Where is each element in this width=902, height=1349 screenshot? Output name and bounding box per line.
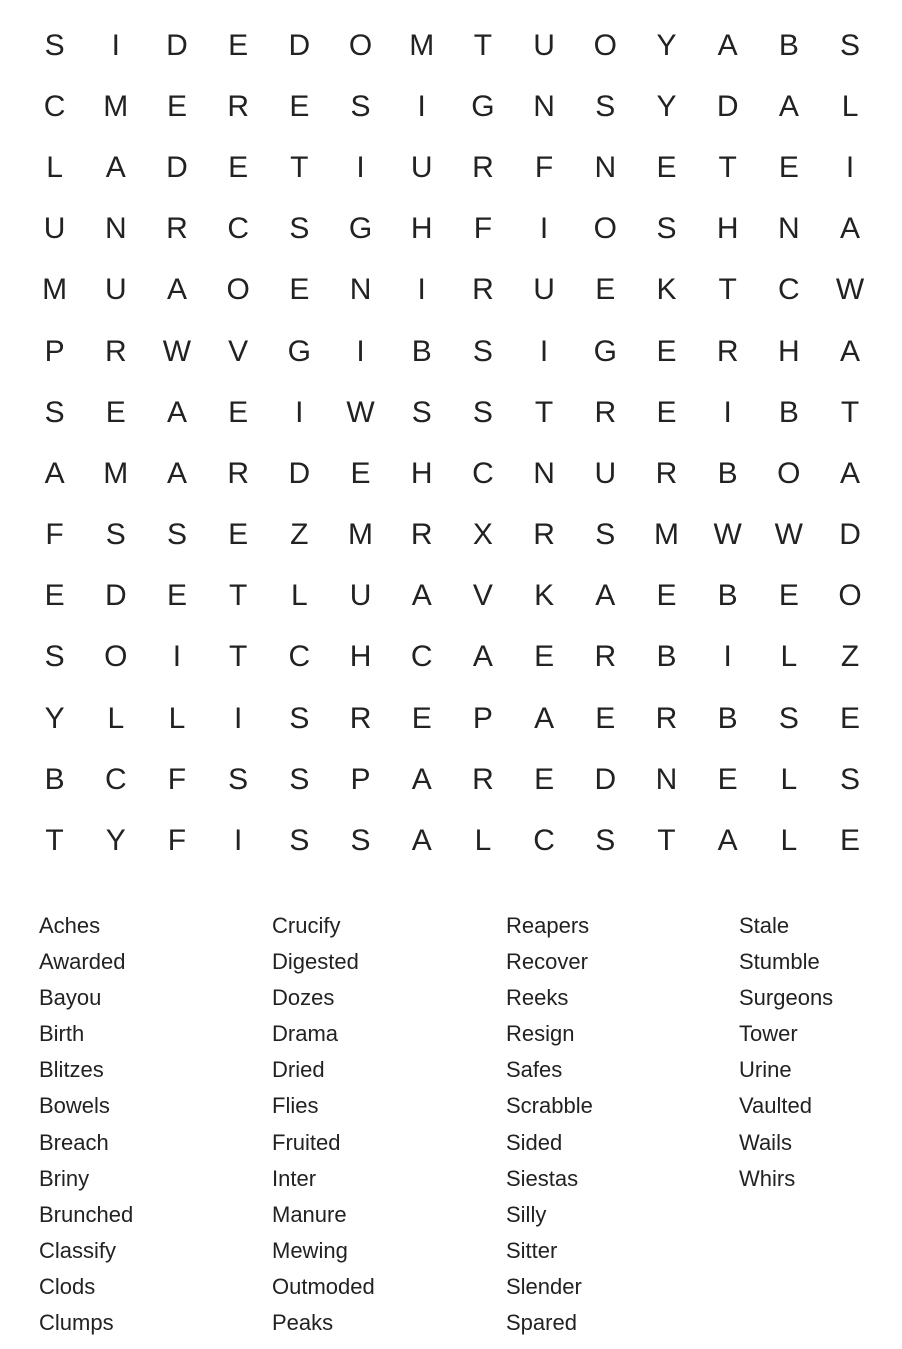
grid-cell[interactable]: R (227, 89, 249, 123)
grid-cell[interactable]: E (840, 824, 861, 858)
word-list-item: Aches (39, 913, 101, 938)
word-list-column (39, 908, 272, 1341)
grid-cell[interactable]: B (717, 456, 738, 490)
word-list (39, 908, 889, 1341)
grid-cell[interactable]: W (162, 334, 192, 368)
grid-cell[interactable]: A (595, 579, 616, 613)
grid-cell[interactable]: E (534, 640, 555, 674)
grid-cell[interactable]: O (838, 579, 862, 613)
grid-cell[interactable]: E (44, 579, 65, 613)
grid-cell[interactable]: R (349, 701, 372, 735)
grid-cell[interactable]: A (166, 273, 187, 307)
grid-cell[interactable]: V (472, 579, 493, 613)
grid-cell[interactable]: T (718, 273, 737, 307)
grid-cell[interactable]: S (289, 701, 310, 735)
grid-cell[interactable]: Y (656, 28, 677, 62)
grid-cell[interactable]: T (45, 824, 64, 858)
word-list-item: Peaks (272, 1310, 334, 1336)
grid-cell[interactable]: L (46, 150, 63, 184)
grid-cell[interactable]: I (417, 89, 426, 123)
grid-cell[interactable]: Y (105, 824, 126, 858)
grid-cell[interactable]: S (840, 762, 861, 796)
word-list-item: Safes (506, 1057, 563, 1083)
word-list-item: Digested (272, 949, 359, 975)
grid-cell[interactable]: I (233, 701, 243, 735)
word-list-item: Stumble (739, 949, 820, 975)
grid-cell[interactable]: R (594, 640, 617, 674)
grid-cell[interactable]: A (717, 824, 738, 858)
grid-cell[interactable]: F (473, 212, 493, 246)
grid-cell[interactable]: G (593, 334, 617, 368)
grid-cell[interactable]: D (594, 762, 617, 796)
grid-cell[interactable]: D (166, 28, 188, 62)
grid-cell[interactable]: S (411, 395, 432, 429)
grid-cell[interactable]: S (166, 518, 187, 552)
grid-cell[interactable]: E (411, 701, 432, 735)
grid-cell[interactable]: O (593, 212, 617, 246)
grid-cell[interactable]: Y (44, 701, 65, 735)
grid-cell[interactable]: R (716, 334, 739, 368)
grid-cell[interactable]: E (595, 701, 616, 735)
grid-cell[interactable]: E (656, 579, 677, 613)
grid-cell[interactable]: E (289, 89, 310, 123)
word-list-item: Siestas (506, 1165, 579, 1191)
grid-cell[interactable]: G (348, 212, 373, 246)
word-list-item: Reapers (506, 913, 590, 938)
word-list-item: Reeks (506, 985, 569, 1011)
grid-cell[interactable]: S (44, 28, 65, 62)
word-list-item: Manure (272, 1201, 347, 1227)
grid-cell[interactable]: B (778, 28, 799, 62)
grid-cell[interactable]: X (472, 518, 493, 552)
grid-cell[interactable]: T (228, 579, 248, 613)
word-list-item: Drama (272, 1021, 339, 1047)
grid-cell[interactable]: R (655, 456, 678, 490)
grid-cell[interactable]: S (350, 824, 371, 858)
grid-cell[interactable]: E (656, 334, 677, 368)
word-list-item: Briny (39, 1165, 90, 1191)
grid-cell[interactable]: C (43, 89, 66, 123)
word-list-item: Recover (506, 949, 588, 975)
grid-cell[interactable]: C (533, 824, 555, 858)
grid-cell[interactable]: I (111, 28, 120, 62)
grid-cell[interactable]: S (595, 89, 616, 123)
grid-cell[interactable]: N (655, 762, 678, 796)
word-list-item: Outmoded (272, 1273, 375, 1299)
grid-cell[interactable]: G (471, 89, 495, 123)
grid-cell[interactable]: T (657, 824, 676, 858)
word-list-item: Surgeons (739, 985, 834, 1011)
grid-cell[interactable]: A (411, 824, 432, 858)
grid-cell[interactable]: N (104, 212, 127, 246)
word-list-item: Awarded (39, 949, 126, 975)
grid-cell[interactable]: M (42, 273, 68, 307)
word-list-item: Fruited (272, 1129, 341, 1155)
grid-cell[interactable]: H (410, 456, 433, 490)
grid-cell[interactable]: H (349, 640, 372, 674)
grid-cell[interactable]: L (780, 824, 798, 858)
grid-cell[interactable]: B (656, 640, 677, 674)
grid-cell[interactable]: E (166, 579, 187, 613)
grid-cell[interactable]: A (166, 456, 187, 490)
grid-cell[interactable]: S (289, 762, 310, 796)
grid-cell[interactable]: R (227, 456, 249, 490)
grid-cell[interactable]: E (228, 518, 249, 552)
word-list-item: Clumps (39, 1310, 114, 1336)
grid-cell[interactable]: A (105, 150, 126, 184)
word-list-item: Sided (506, 1129, 563, 1155)
grid-cell[interactable]: D (104, 579, 127, 613)
grid-cell[interactable]: R (655, 701, 678, 735)
grid-cell[interactable]: R (472, 762, 494, 796)
word-list-item: Classify (39, 1237, 117, 1263)
word-list-item: Inter (272, 1165, 317, 1191)
grid-cell[interactable]: U (349, 579, 372, 613)
word-list-item: Silly (506, 1201, 547, 1227)
grid-cell[interactable]: O (593, 28, 617, 62)
grid-cell[interactable]: E (778, 150, 799, 184)
grid-cell[interactable]: R (472, 150, 494, 184)
grid-cell[interactable]: I (295, 395, 304, 429)
grid-cell[interactable]: E (228, 28, 249, 62)
grid-cell[interactable]: U (104, 273, 127, 307)
grid-cell[interactable]: M (348, 518, 374, 552)
grid-cell[interactable]: A (840, 212, 861, 246)
grid-cell[interactable]: A (717, 28, 738, 62)
grid-cell[interactable]: S (472, 395, 493, 429)
grid-cell[interactable]: K (656, 273, 677, 307)
word-list-item: Scrabble (506, 1093, 593, 1119)
grid-cell[interactable]: A (411, 762, 432, 796)
grid-cell[interactable]: U (43, 212, 66, 246)
grid-cell[interactable]: A (166, 395, 187, 429)
grid-cell[interactable]: I (356, 334, 365, 368)
grid-cell[interactable]: I (845, 150, 855, 184)
grid-cell[interactable]: E (717, 762, 738, 796)
word-list-item: Spared (506, 1310, 577, 1336)
grid-cell[interactable]: U (410, 150, 433, 184)
grid-cell[interactable]: B (411, 334, 432, 368)
word-list-item: Sitter (506, 1237, 558, 1263)
grid-cell[interactable]: F (167, 762, 187, 796)
word-list-item: Bayou (39, 985, 102, 1011)
grid-cell[interactable]: N (533, 89, 555, 123)
grid-cell[interactable]: S (840, 28, 861, 62)
grid-cell[interactable]: I (539, 212, 549, 246)
grid-cell[interactable]: E (166, 89, 187, 123)
grid-cell[interactable]: T (840, 395, 860, 429)
grid-cell[interactable]: F (45, 518, 64, 552)
grid-cell[interactable]: C (410, 640, 433, 674)
grid-cell[interactable]: L (107, 701, 125, 735)
grid-cell[interactable]: E (228, 395, 249, 429)
word-list-item: Mewing (272, 1237, 348, 1263)
word-list-item: Tower (739, 1021, 798, 1047)
grid-cell[interactable]: M (103, 456, 129, 490)
grid-cell[interactable]: S (595, 518, 616, 552)
word-list-item: Whirs (739, 1165, 796, 1191)
grid-cell[interactable]: A (472, 640, 493, 674)
grid-cell[interactable]: E (228, 150, 249, 184)
word-list-item: Slender (506, 1273, 582, 1299)
grid-cell[interactable]: I (172, 640, 182, 674)
word-list-item: Blitzes (39, 1057, 104, 1083)
grid-cell[interactable]: I (233, 824, 243, 858)
grid-cell[interactable]: E (105, 395, 126, 429)
grid-cell[interactable]: B (717, 579, 738, 613)
grid-cell[interactable]: V (228, 334, 249, 368)
grid-cell[interactable]: C (472, 456, 494, 490)
grid-cell[interactable]: O (348, 28, 373, 62)
grid-cell[interactable]: Z (840, 640, 860, 674)
grid-cell[interactable]: F (167, 824, 187, 858)
grid-cell[interactable]: T (290, 150, 309, 184)
grid-cell[interactable]: H (716, 212, 739, 246)
grid-cell[interactable]: T (534, 395, 554, 429)
word-list-item: Resign (506, 1021, 575, 1047)
grid-cell[interactable]: E (840, 701, 861, 735)
grid-cell[interactable]: O (777, 456, 801, 490)
grid-cell[interactable]: A (44, 456, 65, 490)
grid-cell[interactable]: C (288, 640, 311, 674)
word-list-item: Dozes (272, 985, 335, 1011)
word-list-item: Vaulted (739, 1093, 812, 1119)
grid-cell[interactable]: N (778, 212, 800, 246)
grid-cell[interactable]: I (723, 395, 732, 429)
grid-cell[interactable]: W (346, 395, 375, 429)
grid-cell[interactable]: S (595, 824, 616, 858)
grid-cell[interactable]: S (778, 701, 799, 735)
grid-cell[interactable]: R (472, 273, 494, 307)
grid-cell[interactable]: B (44, 762, 65, 796)
grid-cell[interactable]: M (103, 89, 129, 123)
grid-cell[interactable]: N (349, 273, 372, 307)
grid-cell[interactable]: E (289, 273, 310, 307)
grid-cell[interactable]: A (534, 701, 555, 735)
grid-cell[interactable]: M (653, 518, 679, 552)
grid-cell[interactable]: D (716, 89, 739, 123)
grid-cell[interactable]: S (656, 212, 677, 246)
grid-cell[interactable]: R (533, 518, 555, 552)
word-list-item: Wails (739, 1129, 792, 1155)
grid-cell[interactable]: S (228, 762, 249, 796)
grid-cell[interactable]: D (166, 150, 188, 184)
word-list-item: Clods (39, 1273, 96, 1299)
grid-cell[interactable]: R (410, 518, 433, 552)
word-list-column (272, 908, 506, 1341)
grid-cell[interactable]: D (288, 456, 311, 490)
grid-cell[interactable]: L (168, 701, 186, 735)
grid-cell[interactable]: N (594, 150, 617, 184)
word-list-item: Bowels (39, 1093, 110, 1119)
grid-cell[interactable]: A (778, 89, 799, 123)
grid-cell[interactable]: E (656, 395, 677, 429)
grid-cell[interactable]: M (409, 28, 435, 62)
grid-cell[interactable]: E (350, 456, 371, 490)
grid-cell[interactable]: S (44, 640, 65, 674)
word-list-item: Urine (739, 1057, 792, 1083)
grid-cell[interactable]: A (840, 334, 861, 368)
grid-cell[interactable]: S (105, 518, 126, 552)
grid-cell[interactable]: P (44, 334, 65, 368)
grid-cell[interactable]: F (534, 150, 554, 184)
grid-cell[interactable]: B (717, 701, 738, 735)
grid-cell[interactable]: D (839, 518, 861, 552)
word-list-item: Flies (272, 1093, 319, 1119)
word-list-column (739, 908, 889, 1341)
grid-cell[interactable]: D (288, 28, 311, 62)
grid-cell[interactable]: L (780, 762, 798, 796)
grid-cell[interactable]: I (417, 273, 426, 307)
grid-cell[interactable]: T (473, 28, 493, 62)
grid-cell[interactable]: U (533, 273, 555, 307)
grid-cell[interactable]: U (594, 456, 617, 490)
grid-cell[interactable]: O (104, 640, 128, 674)
grid-cell[interactable]: E (534, 762, 555, 796)
grid-cell[interactable]: T (228, 640, 248, 674)
word-list-item: Crucify (272, 913, 341, 938)
grid-cell[interactable]: S (44, 395, 65, 429)
grid-cell[interactable]: S (350, 89, 371, 123)
grid-cell[interactable]: W (713, 518, 742, 552)
grid-cell[interactable]: L (780, 640, 798, 674)
grid-cell[interactable]: R (104, 334, 127, 368)
grid-cell[interactable]: E (656, 150, 677, 184)
grid-cell[interactable]: E (595, 273, 616, 307)
grid-cell[interactable]: P (350, 762, 371, 796)
grid-cell[interactable]: I (539, 334, 549, 368)
grid-cell[interactable]: S (472, 334, 493, 368)
grid-cell[interactable]: S (289, 212, 310, 246)
grid-cell[interactable]: W (774, 518, 803, 552)
grid-cell[interactable]: L (291, 579, 308, 613)
grid-cell[interactable]: S (289, 824, 310, 858)
word-list-item: Dried (272, 1057, 325, 1083)
word-list-column (506, 908, 739, 1341)
grid-cell[interactable]: Z (290, 518, 309, 552)
letter-grid (24, 15, 880, 873)
word-list-item: Brunched (39, 1201, 134, 1227)
grid-cell[interactable]: B (778, 395, 799, 429)
word-list-item: Breach (39, 1129, 109, 1155)
grid-cell[interactable]: T (718, 150, 737, 184)
grid-cell[interactable]: H (410, 212, 433, 246)
grid-cell[interactable]: A (840, 456, 861, 490)
grid-cell[interactable]: Y (656, 89, 677, 123)
grid-cell[interactable]: E (778, 579, 799, 613)
grid-cell[interactable]: N (533, 456, 555, 490)
grid-cell[interactable]: R (594, 395, 617, 429)
grid-cell[interactable]: U (533, 28, 555, 62)
grid-cell[interactable]: A (411, 579, 432, 613)
grid-cell[interactable]: C (227, 212, 249, 246)
grid-cell[interactable]: I (723, 640, 732, 674)
grid-cell[interactable]: K (534, 579, 555, 613)
word-list-item: Stale (739, 913, 790, 938)
grid-cell[interactable]: C (104, 762, 127, 796)
grid-cell[interactable]: I (356, 150, 365, 184)
grid-cell[interactable]: L (841, 89, 859, 123)
grid-cell[interactable]: C (778, 273, 800, 307)
grid-cell[interactable]: P (472, 701, 493, 735)
grid-cell[interactable]: L (474, 824, 492, 858)
grid-cell[interactable]: W (835, 273, 865, 307)
grid-cell[interactable]: G (287, 334, 312, 368)
word-list-item: Birth (39, 1021, 85, 1047)
grid-cell[interactable]: H (778, 334, 800, 368)
grid-cell[interactable]: O (226, 273, 250, 307)
grid-cell[interactable]: R (166, 212, 188, 246)
